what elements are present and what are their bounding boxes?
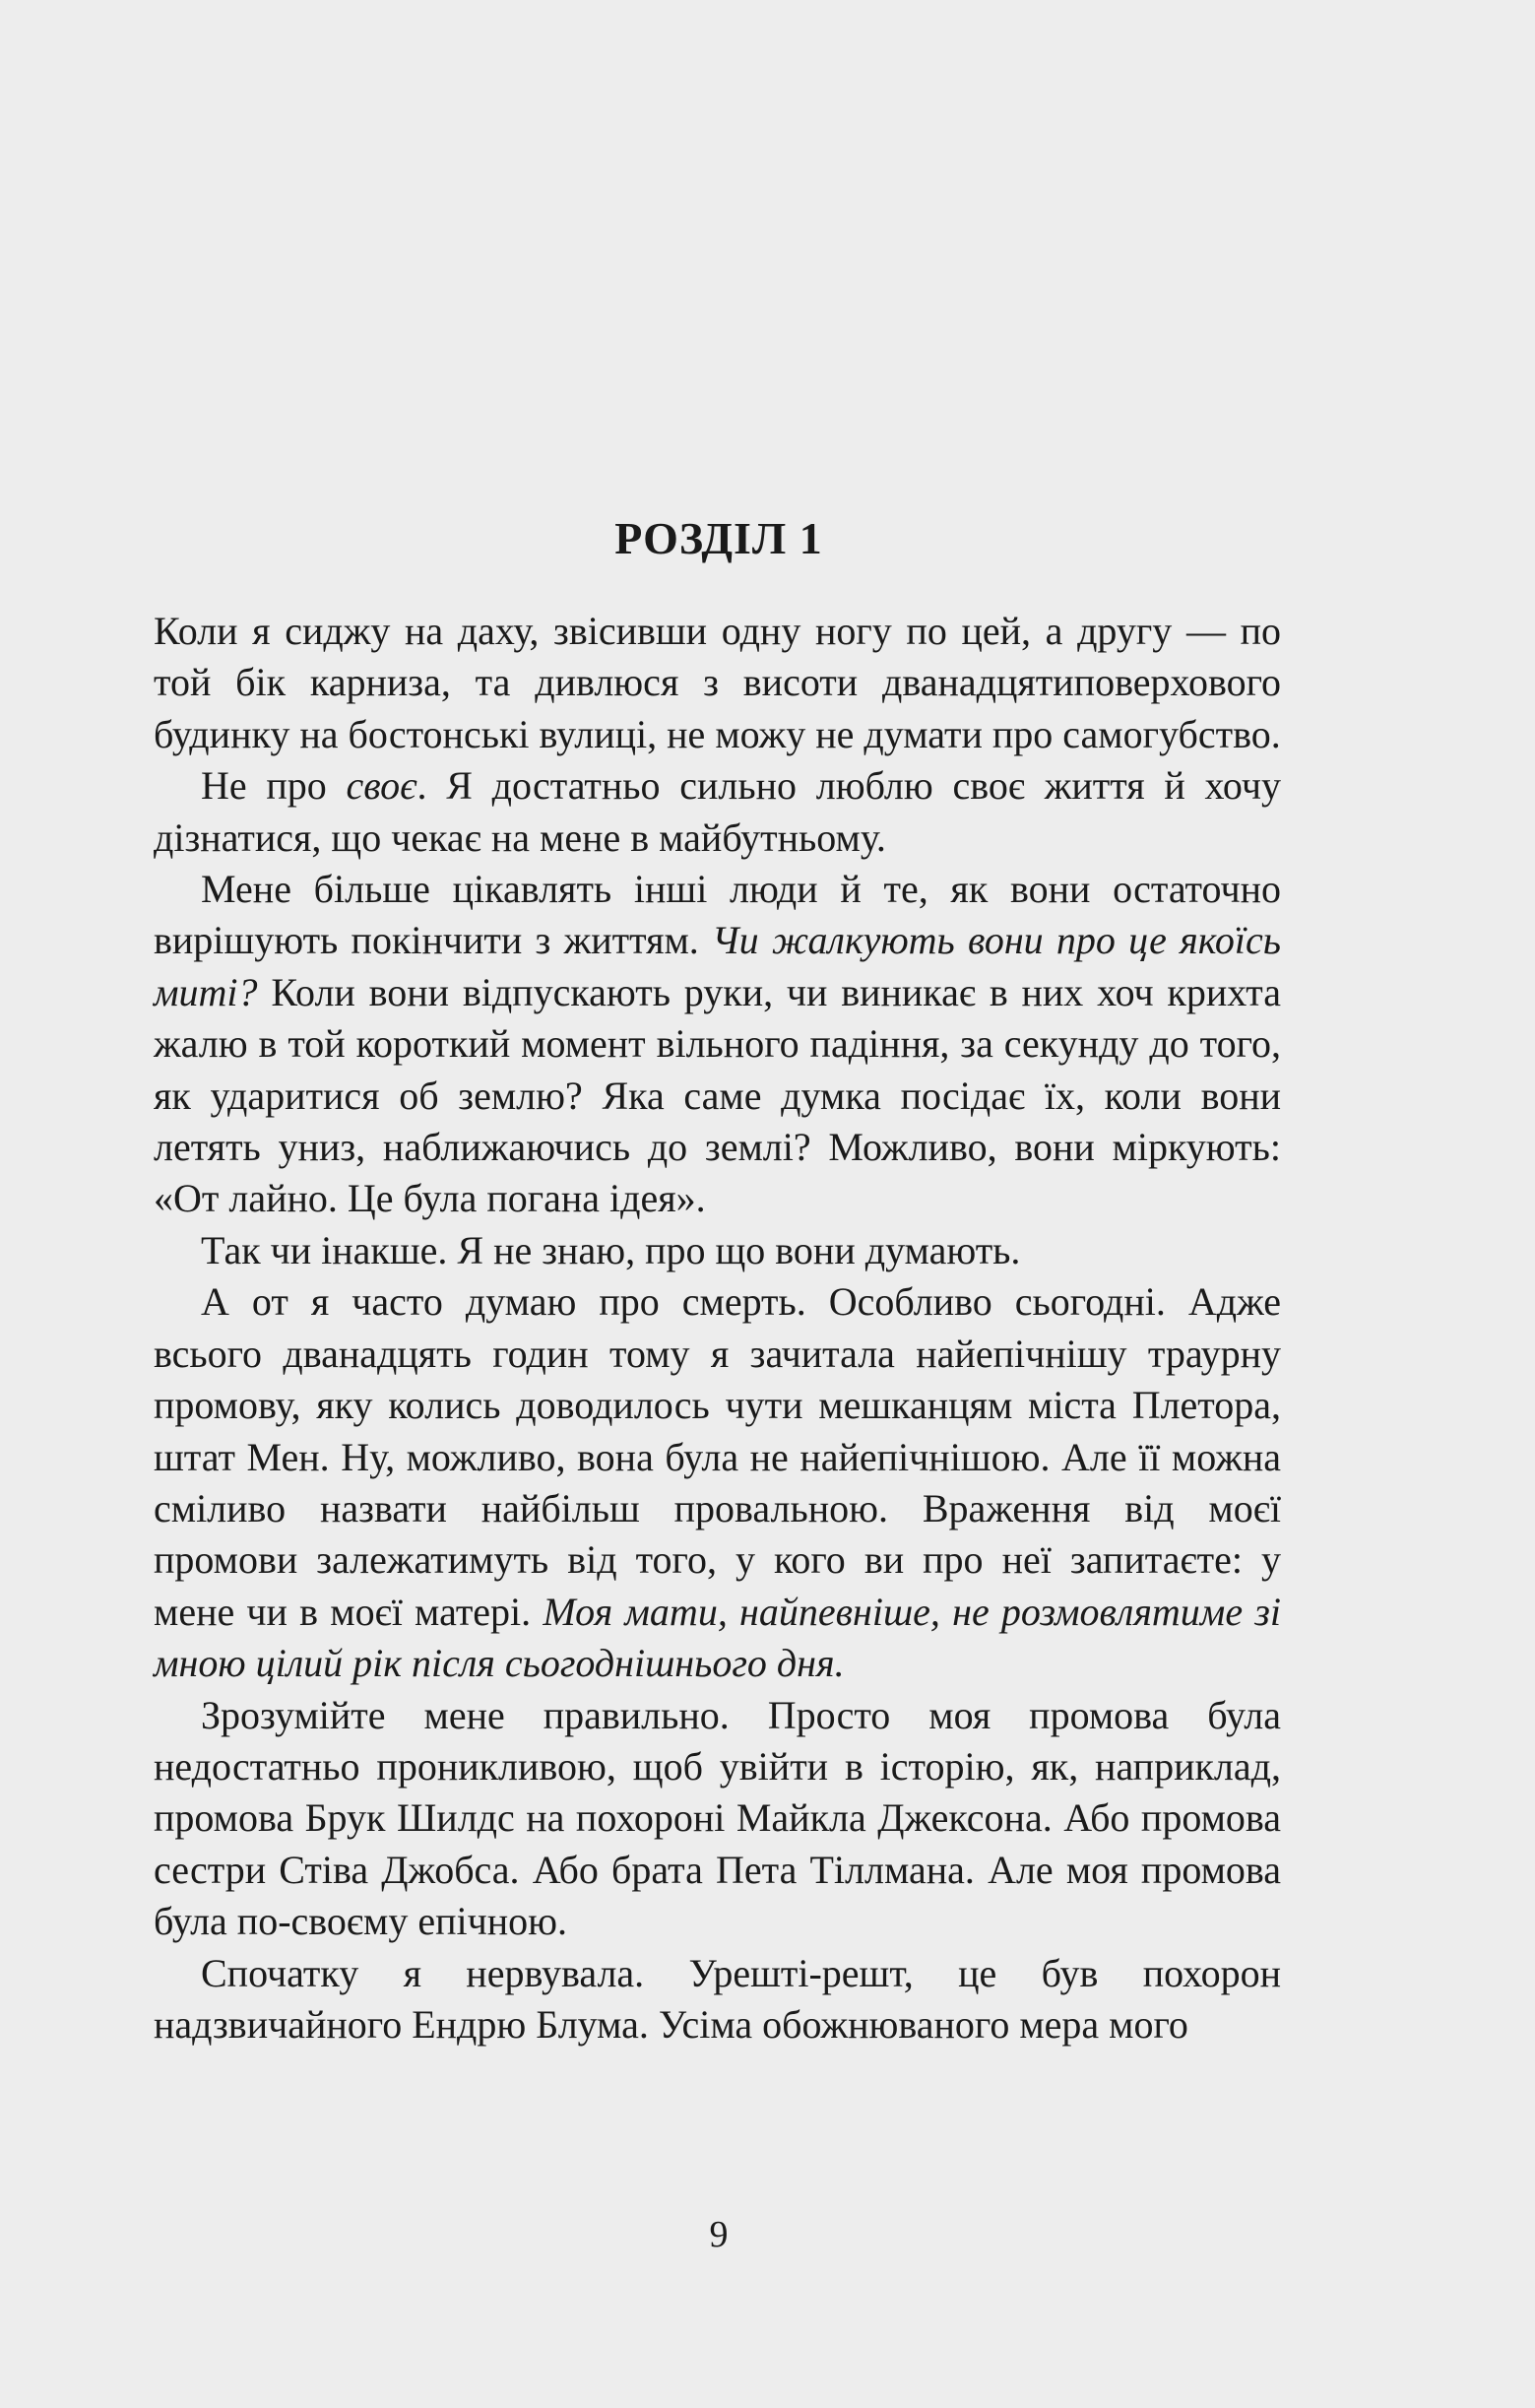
paragraph-text: Коли вони відпускають руки, чи виникає в них хоч крихта жалю в той короткий момент вільного падіння, за секунду до того, як ударитися об землю? Яка саме думка посідає їх, коли вони летять униз, наближаючись до землі? Можливо, вони міркують: «От лайно. Це була погана ідея». [154, 969, 1281, 1221]
paragraph-text: Мене більше цікавлять інші люди й те, як вони остаточно вирішують покінчити з життям. [154, 867, 1281, 963]
paragraph-text: Коли я сиджу на даху, звісивши одну ногу по цей, а другу — по той бік карниза, та дивлюся з висоти дванадцятиповерхового будинку на бостонські вулиці, не можу не думати про самогубство. [154, 609, 1281, 756]
paragraph-2 [154, 760, 1281, 864]
emphasis-text: Моя мати, найпевніше, не розмовлятиме зі мною цілий рік після сьогоднішнього дня. [154, 1589, 1282, 1686]
emphasis-text: своє [346, 763, 417, 809]
paragraph-4 [154, 1225, 1281, 1276]
chapter-title: РОЗДІЛ 1 [614, 513, 823, 563]
emphasis-text: Чи жалкують вони про це якоїсь миті? [154, 918, 1282, 1014]
paragraph-3 [154, 864, 1281, 1225]
paragraph-text: Так чи інакше. Я не знаю, про що вони думають. [201, 1227, 1021, 1272]
paragraph-text: . Я достатньо сильно люблю своє життя й хочу дізнатися, що чекає на мене в майбутньому. [154, 763, 1282, 860]
paragraph-text: Не про [201, 763, 347, 809]
body-text [154, 606, 1281, 2050]
paragraph-text: А от я часто думаю про смерть. Особливо сьогодні. Адже всього дванадцять годин тому я зачитала найепічнішу траурну промову, яку колись доводилось чути мешканцям міста Плетора, штат Мен. Ну, можливо, вона була не найепічнішою. Але її можна сміливо назвати найбільш провальною. Враження від моєї промови залежатимуть від того, у кого ви про неї запитаєте: у мене чи в моєї матері. [154, 1279, 1281, 1634]
paragraph-7 [154, 1948, 1281, 2051]
paragraph-text: Спочатку я нервувала. Урешті-решт, це був похорон надзвичайного Ендрю Блума. Усіма обожнюваного мера мого [154, 1950, 1281, 2047]
paragraph-1 [154, 606, 1281, 760]
paragraph-text: Зрозумійте мене правильно. Просто моя промова була недостатньо проникливою, щоб увійти в історію, як, наприклад, промова Брук Шилдс на похороні Майкла Джексона. Або промова сестри Стіва Джобса. Або брата Пета Тіллмана. Але моя промова була по-своєму епічною. [154, 1692, 1281, 1944]
paragraph-6 [154, 1690, 1281, 1948]
page-number: 9 [709, 2214, 729, 2255]
paragraph-5 [154, 1276, 1281, 1689]
